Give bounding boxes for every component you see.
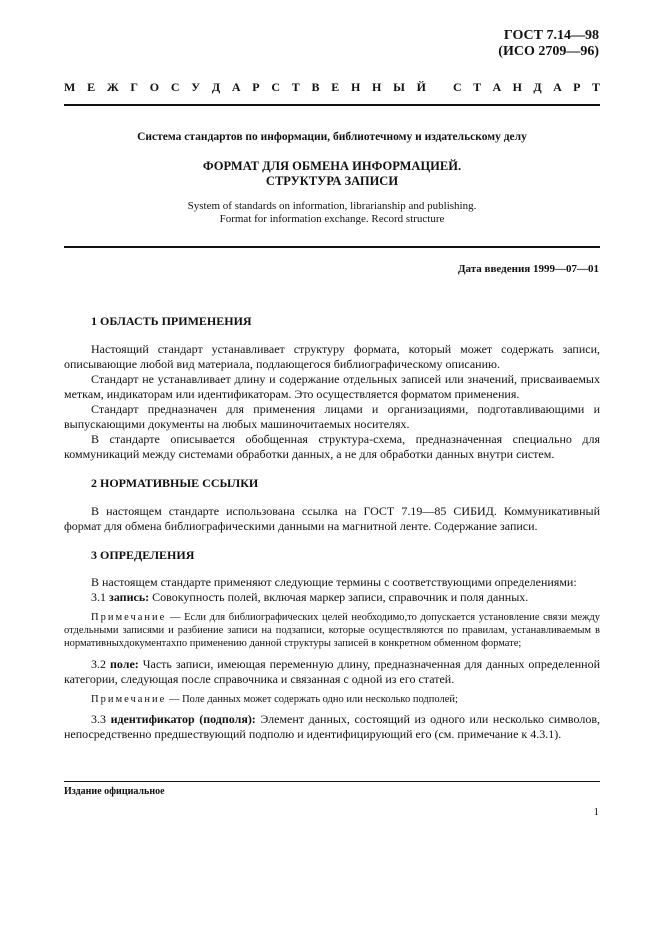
definition-3-2-text: Часть записи, имеющая переменную длину, предназначенная для данных определенной категории, следующая после справочника и связанная с одной из его статей. [64, 657, 600, 686]
banner-word-interstate-letter: В [311, 80, 320, 94]
banner-word-interstate-letter: Е [87, 80, 96, 94]
definition-3-3-number: 3.3 [91, 712, 106, 726]
english-title-line2: Format for information exchange. Record structure [219, 213, 445, 225]
standard-code-gost: ГОСТ 7.14—98 [503, 28, 599, 43]
banner-word-interstate-letter: О [149, 80, 160, 94]
banner-word-interstate-letter: А [231, 80, 241, 94]
section-1-paragraph-2: Стандарт не устанавливает длину и содержание отдельных записей или значений, присваиваемых меткам, индикаторам или идентификаторам. Это осуществляется форматом применения. [64, 372, 600, 401]
standard-code [498, 28, 599, 60]
banner-word-standard-letter: А [492, 80, 502, 94]
document-title [64, 159, 600, 189]
definition-3-3-text: Элемент данных, состоящий из одного или несколько символов, непосредственно предшествующий подполю и идентифицирующий его (см. примечание к 4.3.1). [64, 712, 600, 741]
banner-word-interstate-letter: Й [416, 80, 426, 94]
banner-word-standard-letter: Н [512, 80, 522, 94]
document-body [64, 314, 600, 742]
section-2-paragraph-1: В настоящем стандарте использована ссылка на ГОСТ 7.19—85 СИБИД. Коммуникативный формат для обмена библиографическими данными на магнитной ленте. Содержание записи. [64, 504, 600, 533]
definition-3-1-term: запись: [109, 590, 150, 604]
section-1-paragraph-3: Стандарт предназначен для применения лицами и организациями, подготавливающими и выпускающими документы на любых машиночитаемых носителях. [64, 402, 600, 431]
banner-word-interstate-letter: С [271, 80, 280, 94]
banner-word-interstate-letter: М [64, 80, 76, 94]
banner-word-interstate-letter: Ж [106, 80, 119, 94]
banner-word-interstate-letter: Г [130, 80, 139, 94]
banner-word-interstate-letter: Н [372, 80, 382, 94]
note-1 [64, 611, 600, 650]
footer-rule [64, 781, 600, 782]
official-edition-label: Издание официальное [64, 786, 165, 797]
banner-word-interstate-letter: У [191, 80, 201, 94]
section-1-heading: 1 ОБЛАСТЬ ПРИМЕНЕНИЯ [91, 314, 252, 328]
introduction-date: Дата введения 1999—07—01 [457, 263, 599, 275]
series-title: Система стандартов по информации, библиотечному и издательскому делу [137, 131, 527, 143]
definition-3-1-text: Совокупность полей, включая маркер записи, справочник и поля данных. [152, 590, 529, 604]
section-1-paragraph-1: Настоящий стандарт устанавливает структуру формата, который может содержать записи, описывающие любой вид материала, подлающегося библиографическому описанию. [64, 342, 600, 371]
banner-word-standard [453, 79, 600, 95]
banner-word-standard-letter: А [553, 80, 562, 94]
note-2-text: — Поле данных может содержать одно или несколько подполей; [168, 694, 458, 705]
interstate-standard-banner [64, 79, 600, 95]
standard-code-iso: (ИСО 2709—96) [498, 44, 599, 59]
definition-3-3-term: идентификатор (подполя): [110, 712, 256, 726]
section-3-intro: В настоящем стандарте применяют следующие термины с соответствующими определениями: [91, 575, 577, 589]
english-title-line1: System of standards on information, librarianship and publishing. [187, 200, 477, 212]
banner-word-interstate-letter: Н [350, 80, 361, 94]
note-2-label: Примечание [91, 694, 167, 705]
top-rule [64, 104, 600, 106]
banner-word-interstate-letter: Ы [393, 80, 405, 94]
note-1-label: Примечание [91, 612, 167, 623]
section-2-heading: 2 НОРМАТИВНЫЕ ССЫЛКИ [91, 476, 259, 490]
document-title-line1: ФОРМАТ ДЛЯ ОБМЕНА ИНФОРМАЦИЕЙ. [202, 159, 462, 173]
definition-3-2 [64, 657, 600, 687]
section-1-paragraph-4: В стандарте описывается обобщенная структура-схема, предназначенная специально для коммуникаций между системами обработки данных, а не для обработки данных внутри систем. [64, 432, 600, 461]
document-title-line2: СТРУКТУРА ЗАПИСИ [265, 174, 399, 188]
banner-word-standard-letter: Т [591, 80, 600, 94]
banner-word-standard-letter: Д [533, 80, 542, 94]
middle-rule [64, 246, 600, 248]
banner-word-interstate [64, 79, 426, 95]
banner-word-standard-letter: С [453, 80, 462, 94]
definition-3-2-number: 3.2 [91, 657, 106, 671]
banner-word-interstate-letter: Е [331, 80, 340, 94]
definition-3-2-term: поле: [109, 657, 139, 671]
banner-word-standard-letter: Р [573, 80, 581, 94]
definition-3-3 [64, 712, 600, 742]
note-1-text: — Если для библиографических целей необходимо,то допускается установление связи между отдельными записями и разбиение записи на подзаписи, которые осуществляются по правилам, устанавливаемым в нормативныхдокументахпо применению данной структуры записей в конкретном обменном формате; [64, 612, 600, 649]
note-2 [64, 693, 600, 706]
banner-word-interstate-letter: Т [291, 80, 300, 94]
section-3-heading: 3 ОПРЕДЕЛЕНИЯ [91, 548, 195, 562]
banner-word-interstate-letter: Д [211, 80, 221, 94]
definition-3-1 [64, 590, 600, 605]
english-title [64, 200, 600, 226]
banner-word-interstate-letter: Р [252, 80, 260, 94]
banner-word-standard-letter: Т [473, 80, 482, 94]
definition-3-1-number: 3.1 [91, 590, 106, 604]
banner-word-interstate-letter: С [170, 80, 180, 94]
page-number: 1 [593, 806, 599, 818]
